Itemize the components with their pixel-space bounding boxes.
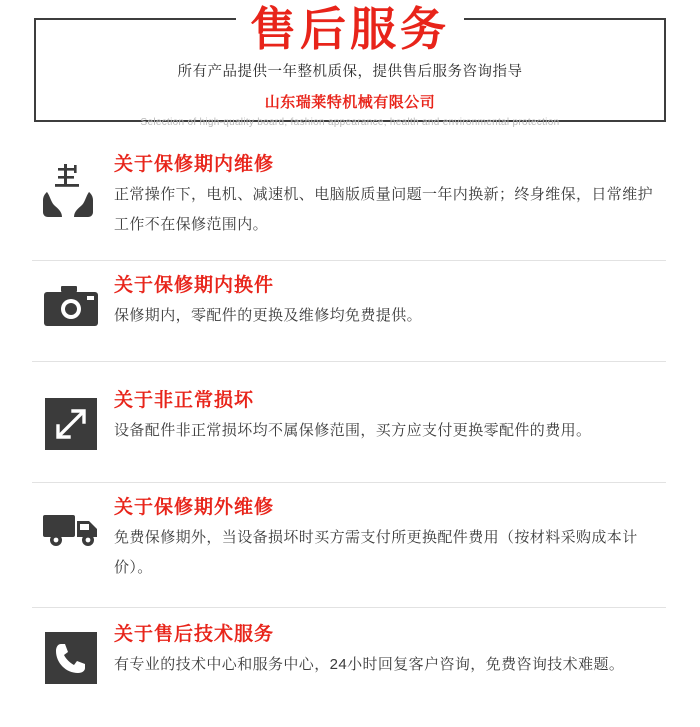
item-body bbox=[110, 269, 666, 331]
page-title-text: 售后服务 bbox=[236, 3, 464, 55]
diagonal-arrow-icon bbox=[32, 384, 110, 450]
telephone-icon-svg bbox=[45, 632, 97, 684]
item-title: 关于非正常损坏 bbox=[114, 390, 255, 411]
item-text: 保修期内，零配件的更换及维修均免费提供。 bbox=[114, 307, 423, 324]
hands-holding-quality-icon bbox=[32, 148, 110, 218]
item-text: 有专业的技术中心和服务中心，24小时回复客户咨询，免费咨询技术难题。 bbox=[114, 656, 625, 673]
hands-holding-quality-icon-svg bbox=[41, 162, 101, 218]
item-body bbox=[110, 384, 666, 446]
list-item bbox=[0, 261, 700, 361]
service-item-list bbox=[0, 142, 700, 712]
header-subtitle: 所有产品提供一年整机质保，提供售后服务咨询指导 bbox=[177, 64, 523, 80]
item-body bbox=[110, 148, 666, 240]
truck-icon-svg bbox=[41, 505, 101, 549]
truck-icon bbox=[32, 491, 110, 549]
item-title: 关于保修期内维修 bbox=[114, 154, 275, 175]
company-name-text: 山东瑞莱特机械有限公司 bbox=[255, 94, 446, 111]
item-body bbox=[110, 618, 666, 680]
item-text: 设备配件非正常损坏均不属保修范围，买方应支付更换零配件的费用。 bbox=[114, 422, 592, 439]
list-item bbox=[0, 362, 700, 482]
item-title: 关于保修期外维修 bbox=[114, 497, 275, 518]
list-item bbox=[0, 608, 700, 712]
item-text: 正常操作下，电机、减速机、电脑版质量问题一年内换新；终身维保，日常维护工作不在保修范围内。 bbox=[114, 186, 654, 233]
item-title: 关于保修期内换件 bbox=[114, 275, 275, 296]
company-name bbox=[0, 92, 700, 114]
item-text: 免费保修期外，当设备损坏时买方需支付所更换配件费用（按材料采购成本计价）。 bbox=[114, 529, 638, 576]
list-item bbox=[0, 142, 700, 260]
header-english-caption: Selection of high-quality board, fashion appearance, health and environmental protection bbox=[140, 117, 560, 128]
telephone-icon bbox=[32, 618, 110, 684]
camera-icon-svg bbox=[42, 283, 100, 331]
page-title bbox=[0, 2, 700, 56]
item-title: 关于售后技术服务 bbox=[114, 624, 275, 645]
camera-icon bbox=[32, 269, 110, 331]
page-header bbox=[0, 0, 700, 142]
item-body bbox=[110, 491, 666, 583]
list-item bbox=[0, 483, 700, 607]
diagonal-arrow-icon-svg bbox=[45, 398, 97, 450]
